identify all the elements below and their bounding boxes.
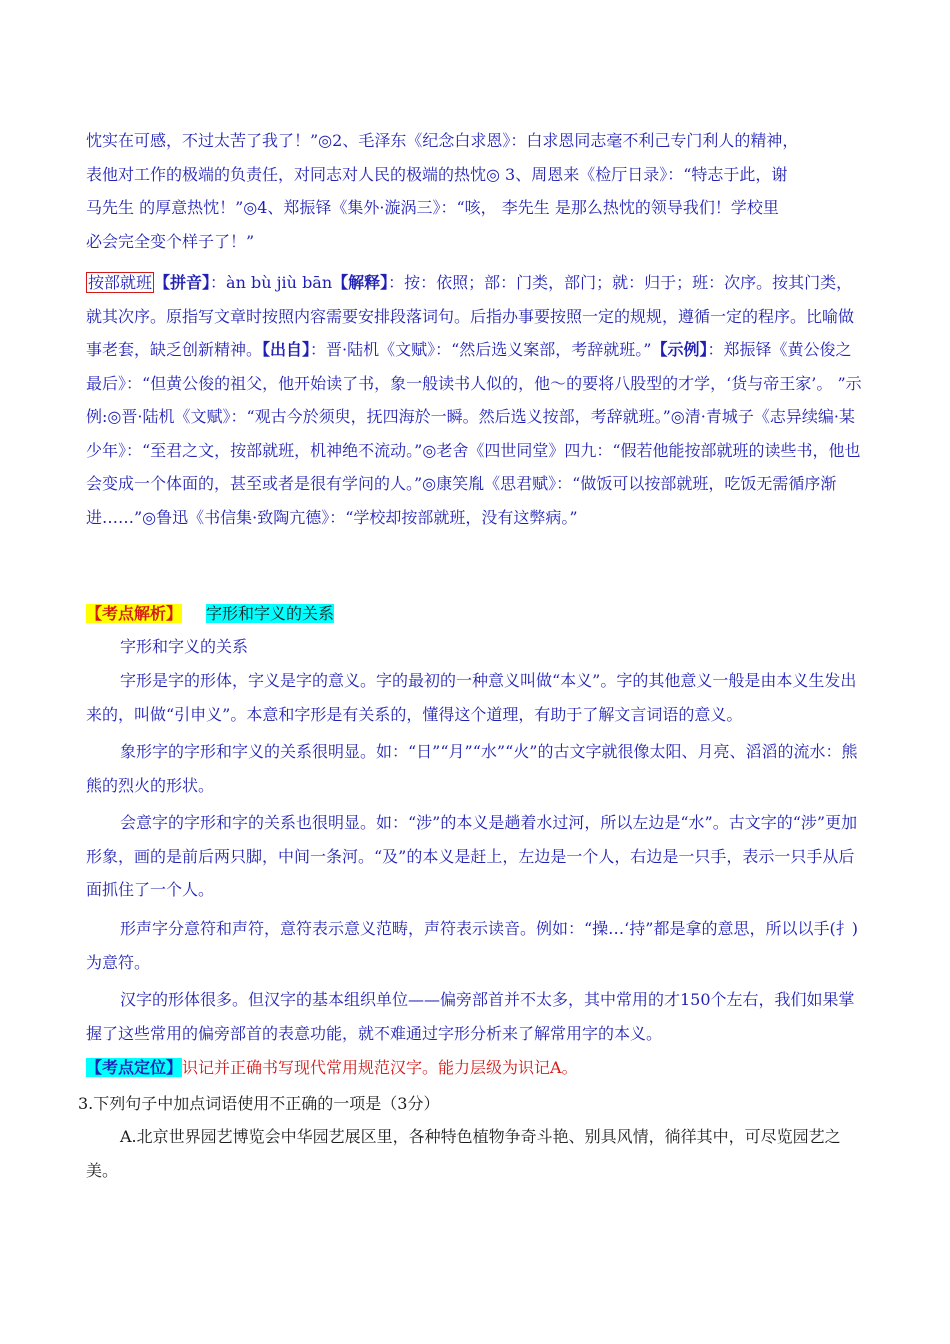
- location-text: 识记并正确书写现代常用规范汉字。能力层级为识记A。: [182, 1058, 578, 1077]
- analysis-label: 【考点解析】: [86, 604, 183, 623]
- analysis-topic: 字形和字义的关系: [206, 604, 335, 623]
- analysis-paragraph: 会意字的字形和字的关系也很明显。如：“涉”的本义是趟着水过河，所以左边是“水”。古文字的“涉”更加形象，画的是前后两只脚，中间一条河。“及”的本义是赶上，左边是一个人，右边是一只手，表示一只手从后面抓住了一个人。: [86, 813, 858, 899]
- pinyin-text: ：àn bù jiù bān: [210, 273, 333, 292]
- location-label: 【考点定位】: [86, 1058, 183, 1077]
- question-stem: 3.下列句子中加点词语使用不正确的一项是（3分）: [78, 1094, 440, 1113]
- analysis-header: [86, 597, 866, 631]
- intro-paragraph: [86, 124, 866, 258]
- example-label: 【示例】: [651, 340, 708, 359]
- location-line: [86, 1051, 866, 1085]
- question-option-a: A.北京世界园艺博览会中华园艺展区里，各种特色植物争奇斗艳、别具风情，徜徉其中，可尽览园艺之美。: [86, 1127, 841, 1180]
- analysis-paragraph: 形声字分意符和声符，意符表示意义范畴，声符表示读音。例如：“操…‘持”都是拿的意思，所以以手(扌)为意符。: [86, 919, 858, 972]
- analysis-subtitle: 字形和字义的关系: [120, 637, 249, 656]
- explain-label: 【解释】: [332, 273, 389, 292]
- example-text: ：郑振铎《黄公俊之最后》：“但黄公俊的祖父，他开始读了书，象一般读书人似的，他～的要将八股型的才学，‘货与帝王家’。 ”示例:◎晋·陆机《文赋》：“观古今於须臾，抚四海於一瞬。然后选义按部，考辞就班。”◎清·青城子《志异续编·某少年》：“至君之文，按部就班，机神绝不流动。”◎老舍《四世同堂》四九：“假若他能按部就班的读些书，他也会变成一个体面的，甚至或者是很有学问的人。”◎康笑胤《思君赋》：“做饭可以按部就班，吃饭无需循序渐进……”◎鲁迅《书信集·致陶亢德》：“学校却按部就班，没有这弊病。”: [86, 340, 862, 527]
- intro-line: 必会完全变个样子了！”: [86, 231, 255, 251]
- intro-line: 忱实在可感，不过太苦了我了！”◎2、毛泽东《纪念白求恩》：白求恩同志毫不利己专门利人的精神，: [86, 131, 799, 150]
- source-label: 【出自】: [262, 340, 311, 359]
- analysis-paragraph: 汉字的形体很多。但汉字的基本组织单位——偏旁部首并不太多，其中常用的才150个左右，我们如果掌握了这些常用的偏旁部首的表意功能，就不难通过字形分析来了解常用字的本义。: [86, 990, 855, 1043]
- intro-line: 表他对工作的极端的负责任，对同志对人民的极端的热忱◎ 3、周恩来《检厅日录》：“特志于此，谢: [86, 164, 788, 184]
- analysis-paragraph: 字形是字的形体，字义是字的意义。字的最初的一种意义叫做“本义”。字的其他意义一般是由本义生发出来的，叫做“引申义”。本意和字形是有关系的，懂得这个道理，有助于了解文言词语的意义。: [86, 671, 857, 724]
- explain-text: ：按：依照；部：门类，部门；就：归于；班：次序。按其门类，就其次序。原指写文章时按照内容需要安排段落词句。后指办事要按照一定的规规，遵循一定的程序。比喻做事老套，缺乏创新精神。: [86, 273, 855, 359]
- analysis-paragraph: 象形字的字形和字义的关系很明显。如：“日”“月”“水”“火”的古文字就很像太阳、月亮、滔滔的流水：熊熊的烈火的形状。: [86, 742, 858, 795]
- idiom-entry: [86, 266, 866, 534]
- pinyin-label: 【拼音】: [154, 273, 211, 292]
- source-text: ：晋·陆机《文赋》：“然后选义案部，考辞就班。”: [310, 340, 652, 359]
- idiom-term: 按部就班: [88, 273, 153, 292]
- intro-line: 马先生 的厚意热忱！”◎4、郑振铎《集外·漩涡三》：“咳， 李先生 是那么热忱的领导我们！学校里: [86, 198, 779, 217]
